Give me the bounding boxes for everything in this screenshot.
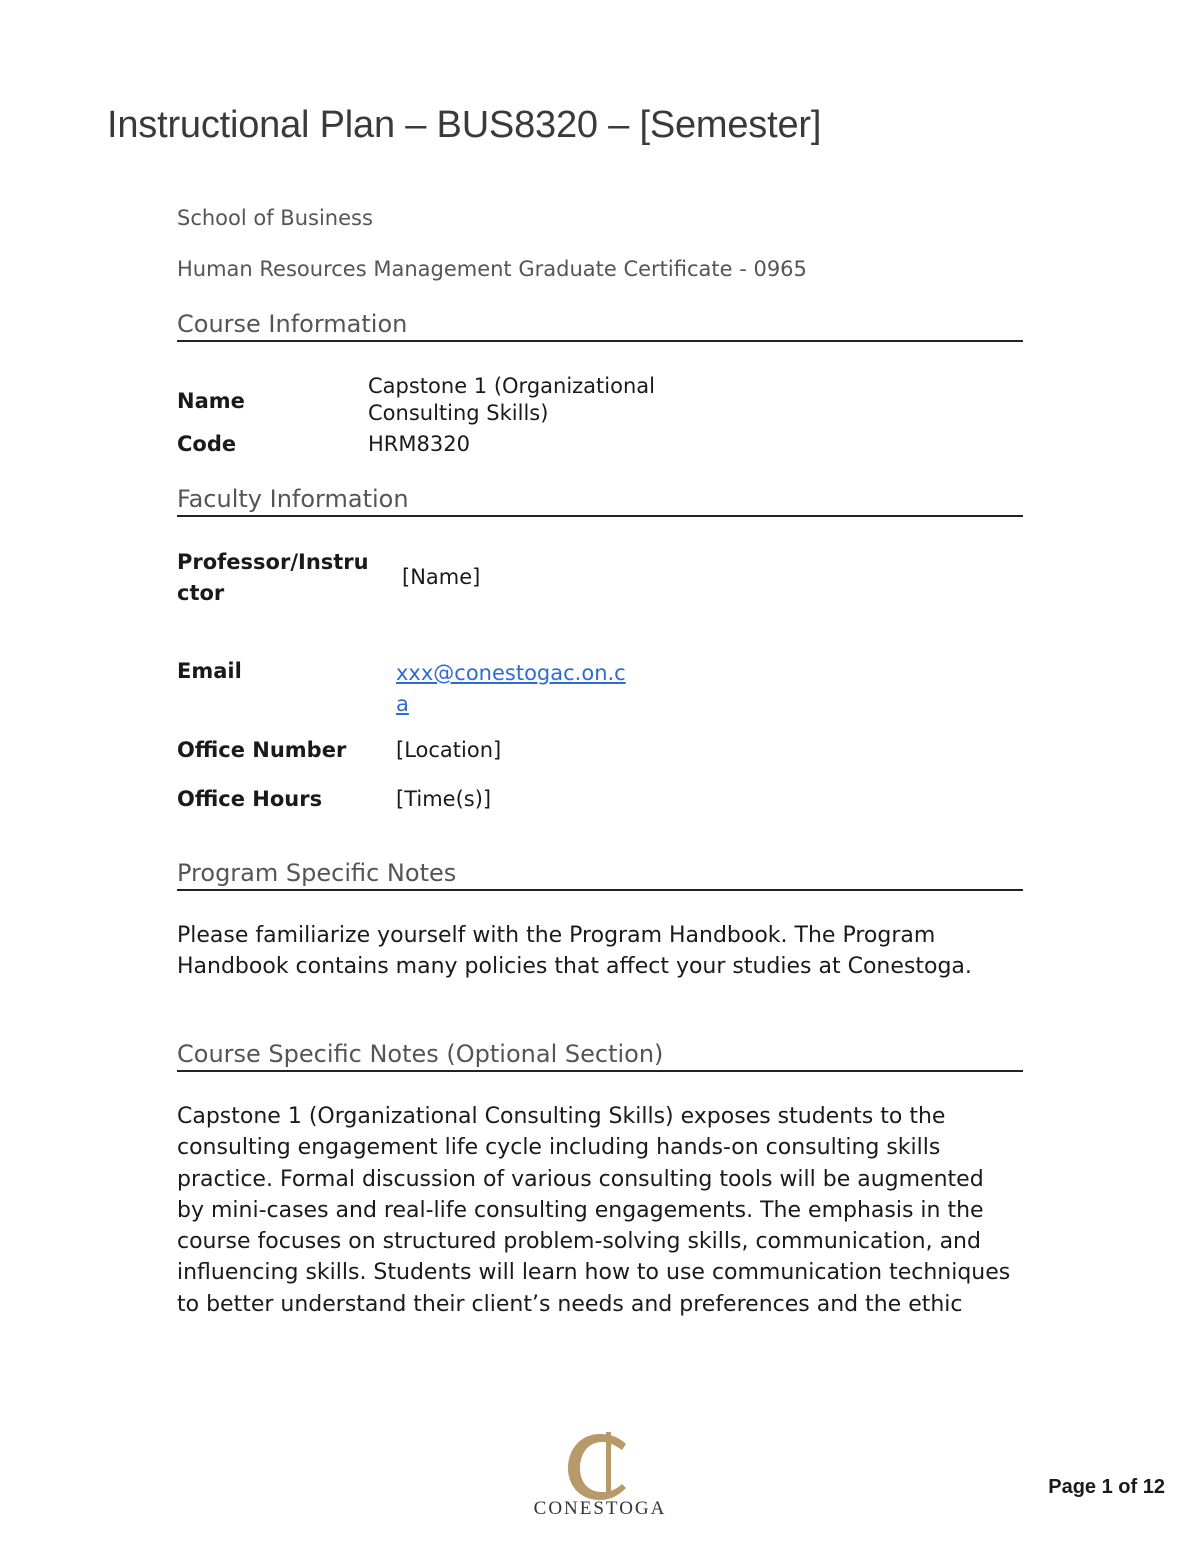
professor-label-line-1: Professor/Instru	[177, 550, 369, 574]
course-name-value	[368, 373, 655, 427]
course-notes-body: Capstone 1 (Organizational Consulting Skills) exposes students to the consulting engagement life cycle including hands-on consulting skills practice. Formal discussion of various consulting tools will be augmented by mini-cases and real-life consulting engagements. The emphasis in the course focuses on structured problem-solving skills, communication, and influencing skills. Students will learn how to use communication techniques to better understand their client’s needs and preferences and the ethic	[177, 1104, 1011, 1317]
page-number	[1020, 1476, 1165, 1499]
professor-label	[177, 547, 369, 609]
school-name: School of Business	[177, 206, 373, 230]
page-current: 1	[1101, 1476, 1113, 1498]
email-link[interactable]	[396, 658, 626, 720]
page-title: Instructional Plan – BUS8320 – [Semester]	[107, 104, 822, 146]
course-code-value: HRM8320	[368, 432, 470, 456]
page-total: 12	[1142, 1476, 1165, 1498]
program-notes-body: Please familiarize yourself with the Program Handbook. The Program Handbook contains many policies that affect your studies at Conestoga.	[177, 923, 972, 980]
office-number-label: Office Number	[177, 738, 347, 762]
faculty-information-heading: Faculty Information	[177, 485, 1023, 517]
course-code-label: Code	[177, 432, 237, 456]
professor-label-line-2: ctor	[177, 581, 225, 605]
course-name-line-1: Capstone 1 (Organizational	[368, 374, 655, 398]
conestoga-logo-text: CONESTOGA	[533, 1498, 667, 1519]
office-hours-value: [Time(s)]	[396, 787, 492, 811]
course-name-label: Name	[177, 389, 245, 413]
program-notes-heading: Program Specific Notes	[177, 859, 1023, 891]
page-of: of	[1118, 1476, 1138, 1498]
office-hours-label: Office Hours	[177, 787, 323, 811]
professor-value: [Name]	[402, 565, 481, 589]
course-notes-heading: Course Specific Notes (Optional Section)	[177, 1040, 1023, 1072]
email-link-line-2[interactable]: a	[396, 692, 409, 716]
office-number-value: [Location]	[396, 738, 502, 762]
program-name: Human Resources Management Graduate Certificate - 0965	[177, 257, 807, 281]
page-word: Page	[1048, 1476, 1097, 1498]
course-information-heading: Course Information	[177, 310, 1023, 342]
email-link-line-1[interactable]: xxx@conestogac.on.c	[396, 661, 626, 685]
email-label: Email	[177, 659, 242, 683]
course-name-line-2: Consulting Skills)	[368, 401, 549, 425]
